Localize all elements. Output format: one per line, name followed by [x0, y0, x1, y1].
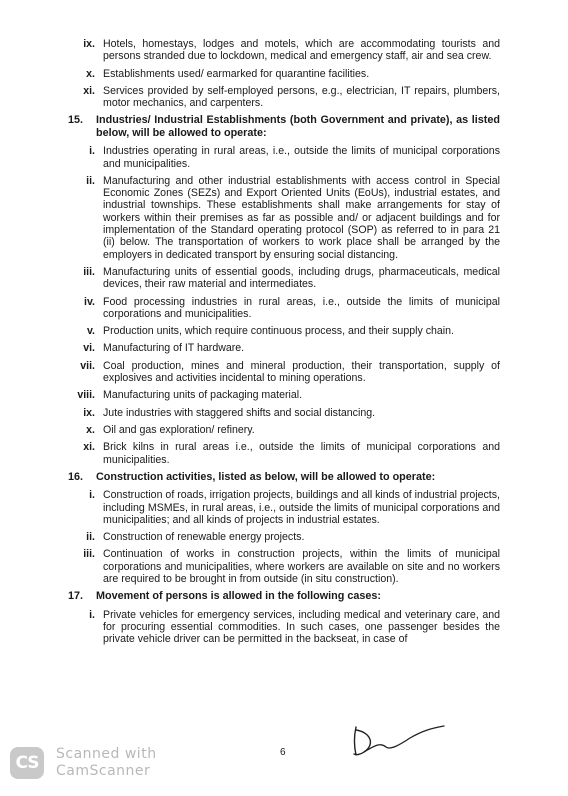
item-text: Continuation of works in construction projects, within the limits of municipal corporations and municipalities, where workers are available on site and no workers are required to be brought in from outside (in situ construction).: [103, 548, 500, 586]
item-text: Industries operating in rural areas, i.e., outside the limits of municipal corporations and municipalities.: [103, 145, 500, 170]
item-number: vi.: [83, 342, 95, 355]
section-heading: [60, 590, 500, 602]
item-text: Jute industries with staggered shifts and social distancing.: [103, 406, 376, 419]
camscanner-watermark: [10, 746, 157, 780]
list-item: [60, 85, 500, 110]
watermark-text: [56, 746, 157, 780]
item-number: ii.: [86, 531, 95, 544]
list-item: [60, 360, 500, 385]
item-text: Establishments used/ earmarked for quarantine facilities.: [103, 67, 370, 80]
item-number: viii.: [77, 389, 95, 402]
item-number: i.: [89, 489, 95, 502]
list-item: [60, 266, 500, 291]
list-item: [60, 389, 500, 401]
item-number: x.: [86, 67, 95, 80]
section-number: 17.: [68, 590, 84, 603]
item-text: Coal production, mines and mineral production, their transportation, supply of explosives and activities incidental to mining operations.: [103, 359, 500, 385]
item-text: Private vehicles for emergency services, including medical and veterinary care, and for procuring essential commodities. In such cases, one passenger besides the private vehicle driver can be permitted in the backseat, in case of: [103, 608, 500, 646]
item-number: i.: [89, 608, 95, 621]
item-number: ii.: [86, 174, 95, 187]
item-number: iii.: [83, 548, 95, 561]
list-item: [60, 296, 500, 321]
item-text: Hotels, homestays, lodges and motels, which are accommodating tourists and persons stranded due to lockdown, medical and emergency staff, air and sea crew.: [103, 38, 500, 63]
section-title: Movement of persons is allowed in the following cases:: [96, 590, 381, 603]
list-item: [60, 609, 500, 646]
section-number: 16.: [68, 470, 84, 483]
item-number: v.: [86, 325, 95, 338]
list-item: [60, 424, 500, 436]
item-text: Construction of renewable energy projects.: [103, 531, 305, 544]
item-number: ix.: [83, 406, 95, 419]
document-body: [60, 38, 500, 651]
item-text: Oil and gas exploration/ refinery.: [103, 423, 255, 436]
item-text: Services provided by self-employed persons, e.g., electrician, IT repairs, plumbers, motor mechanics, and carpenters.: [103, 84, 500, 110]
item-number: iv.: [84, 295, 95, 308]
section-title: Industries/ Industrial Establishments (both Government and private), as listed below, will be allowed to operate:: [96, 114, 500, 139]
list-item: [60, 38, 500, 63]
section-title: Construction activities, listed as below, will be allowed to operate:: [96, 470, 436, 483]
item-text: Construction of roads, irrigation projects, buildings and all kinds of industrial projects, including MSMEs, in rural areas, i.e., outside the limits of municipal corporations and municipalities; and all kinds of projects in industrial estates.: [103, 489, 500, 526]
camscanner-logo-icon: [10, 747, 44, 779]
item-number: i.: [89, 145, 95, 158]
list-item: [60, 407, 500, 419]
item-number: vii.: [80, 359, 95, 372]
item-number: ix.: [83, 38, 95, 50]
item-text: Brick kilns in rural areas i.e., outside the limits of municipal corporations and municipalities.: [103, 441, 500, 466]
item-number: xi.: [83, 84, 95, 97]
list-item: [60, 325, 500, 337]
list-item: [60, 489, 500, 526]
item-text: Production units, which require continuous process, and their supply chain.: [103, 325, 454, 338]
item-text: Food processing industries in rural areas, i.e., outside the limits of municipal corporations and municipalities.: [103, 295, 500, 320]
list-item: [60, 548, 500, 585]
item-text: Manufacturing units of essential goods, including drugs, pharmaceuticals, medical devices, their raw material and intermediates.: [103, 265, 500, 291]
watermark-line-1: Scanned with: [56, 746, 157, 762]
section-number: 15.: [68, 114, 84, 127]
section-heading: [60, 471, 500, 483]
list-item: [60, 531, 500, 543]
item-number: x.: [86, 423, 95, 436]
watermark-line-2: CamScanner: [56, 763, 151, 779]
signature-icon: [340, 722, 450, 769]
item-number: iii.: [83, 265, 95, 278]
list-item: [60, 175, 500, 261]
item-number: xi.: [83, 441, 95, 454]
list-item: [60, 441, 500, 466]
item-text: Manufacturing of IT hardware.: [103, 342, 245, 355]
list-item: [60, 145, 500, 170]
logo-text: CS: [15, 753, 39, 773]
section-heading: [60, 114, 500, 139]
item-text: Manufacturing units of packaging material.: [103, 389, 303, 402]
list-item: [60, 68, 500, 80]
list-item: [60, 342, 500, 354]
item-text: Manufacturing and other industrial establishments with access control in Special Economic Zones (SEZs) and Export Oriented Units (EoUs), industrial estates, and industrial townships. These establishments shall make arrangements for stay of workers within their premises as far as possible and/ or adjacent buildings and for implementation of the Standard operating protocol (SOP) as referred to in para 21 (ii) below. The transportation of workers to work place shall be arranged by the employers in dedicated transport by ensuring social distancing.: [103, 174, 500, 261]
page-number: 6: [280, 747, 286, 758]
